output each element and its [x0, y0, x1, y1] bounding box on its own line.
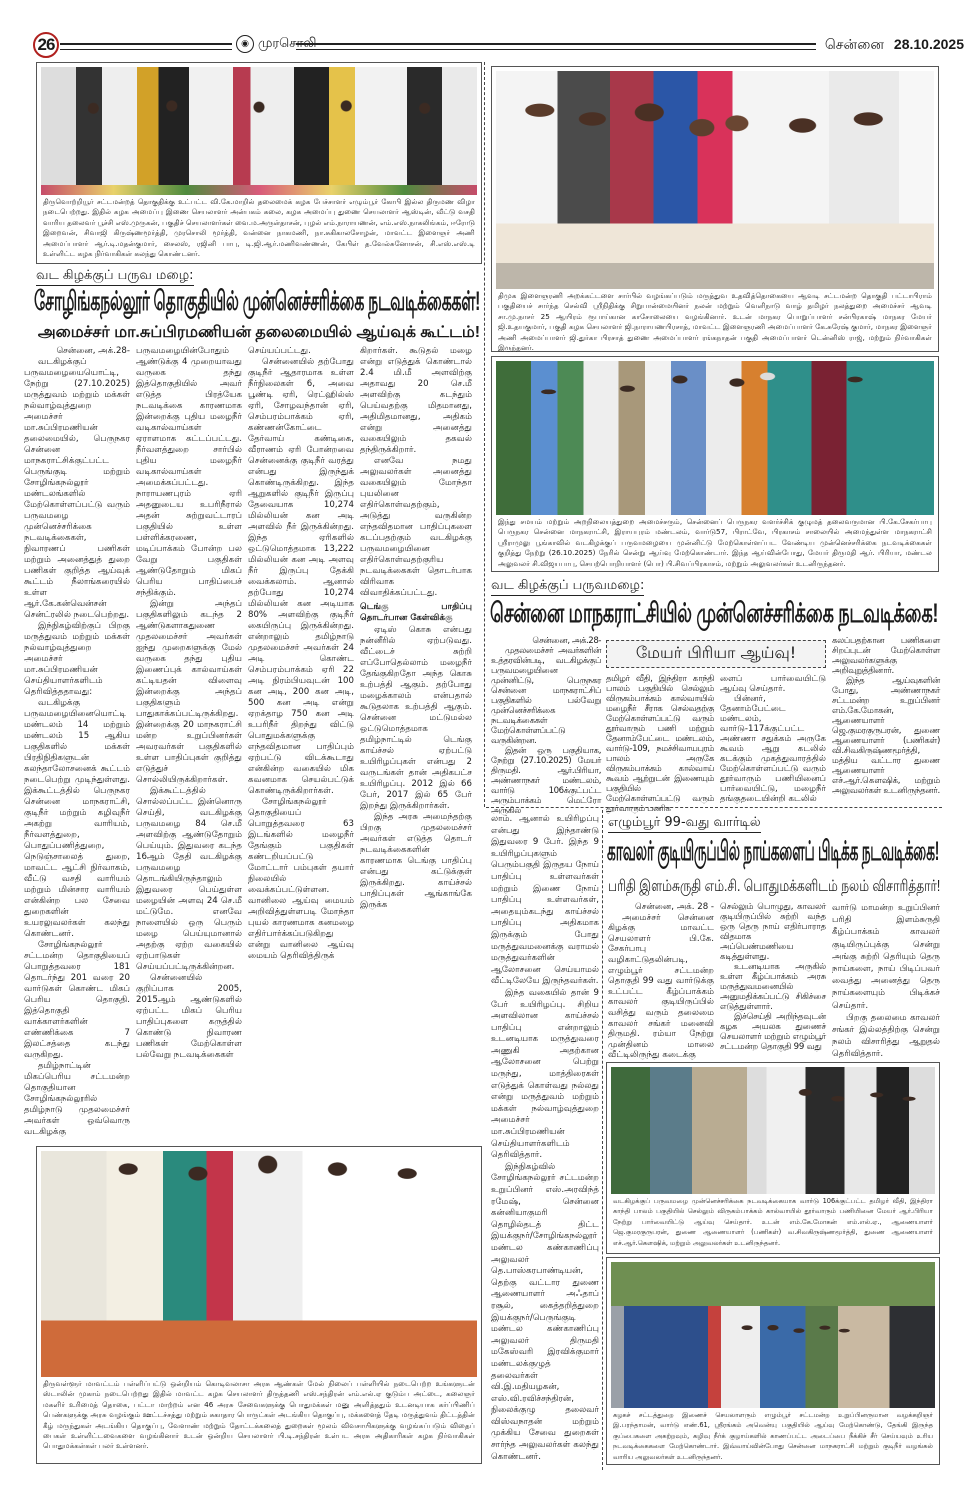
paragraph: சோழிங்கநல்லூர் தொகுதியைப் பொறுத்தவரை 63 இடங்களில் மழைநீர் தேங்கும் பகுதிகள் கண்டறியப்பட்டு மோட்டார் பம்புகள் தயார் நிலையில் வைக்கப்பட்டுள்ளன. வானிலை ஆய்வு மையம் அறிவித்துள்ளபடி மோந்தா புயல் காரணமாக கனமழை எதிர்பார்க்கப்படுகிறது என்று வானிலை ஆய்வு மையம் தெரிவித்திருக் — [248, 797, 354, 961]
photo-caption: வடகிழக்குப் பருவமழை முன்னெச்சரிக்கை நடவடிக்கையாக வார்டு 106க்குட்பட்ட தமிழர் வீதி, இந்திரா காந்தி பாலம் பகுதியில் செல்லும் விருகம்பாக்கம் கால்வாயில் தூர்வாரும் பணியினை மேயர் ஆர்.பிரியா நேற்று பார்வையிட்டு ஆய்வு செய்தார். உடன் எம்.கே.மோகன் எம்.எல்.ஏ., ஆணையாளர் ஜெ.குமரகுருபரன், துணை ஆணையாளர் (பணிகள்) வ.சிவகிருஷ்ணமூர்த்தி, துணை ஆணையாளர் எச்.ஆர்.கௌஷிக், மற்றும் அலுவலர்கள் உடனிருந்தனர். — [613, 1197, 933, 1247]
article-column — [608, 902, 714, 1060]
paragraph: எனவே நமது அலுவலர்கள் அனைத்து வகையிலும் மோந்தா புயலினை எதிர்கொள்வதற்கும், அடுத்து வருகின்ற எந்தவிதமான பாதிப்புகளை கடப்பதற்கும் வடகிழக்கு பருவமழையினை எதிர்கொள்வதற்குரிய நடவடிக்கைகள் தொடர்பாக விரிவாக விவாதிக்கப்பட்டது. — [360, 456, 472, 598]
photo-canal-inspection — [606, 1062, 940, 1254]
article-column — [360, 346, 472, 1142]
paragraph: இச்செய்தி அறிந்தவுடன் கழக அயலக துணைச் செயலாளர் மற்றும் எழும்பூர் சட்டமன்ற தொகுதி 99 வது — [720, 1012, 826, 1052]
paragraph: வார்டு மாமன்ற உறுப்பினர் பரிதி இளம்சுருதி கீழ்ப்பாக்கம் காவலர் குடியிருப்புக்கு சென்று அங்கு சுற்றி தெரியும் தெரு நாய்களை, நாய் பிடிப்பவர் வைத்து அனைத்து தெரு நாய்களையும் பிடிக்கச் செய்தார். — [832, 903, 940, 1011]
photo-park-inspection — [491, 356, 939, 572]
paragraph: தமிழர் வீதி, இந்திரா காந்தி பாலம் பகுதியில் செல்லும் விருகம்பாக்கம் கால்வாயில் மழைநீர் சீராக செல்வதற்கு மேற்கொள்ளப்பட்டு வரும் தூர்வாரும் பணி மற்றும் தேனாம்பேட்டை மண்டலம், வார்டு-109, நமச்சிவாயபுரம் பாலம் அருகே விருகம்பாக்கம் கால்வாய் கூவம் ஆற்றுடன் இணையும் பகுதியில் மேற்கொள்ளப்பட்டு வரும் தூர்வாரும் பணிக — [606, 674, 714, 814]
article-subhead: அமைச்சர் மா.சுப்பிரமணியன் தலைமையில் ஆய்வுக் கூட்டம்! — [37, 324, 481, 341]
paragraph: இந்நிகழ்விற்குப் பிறகு மருத்துவம் மற்றும் மக்கள் நல்வாழ்வுத்துறை அமைச்சர் மா.சுப்பிரமணியன் செய்தியாளர்களிடம் தெரிவித்ததாவது: — [24, 621, 130, 697]
paragraph: சென்னையில் குறிப்பாக 2005, 2015ஆம் ஆண்டுகளில் ஏற்பட்ட மிகப் பெரிய பாதிப்புகளை கருத்தில் கொண்டு நிவாரண பணிகள் மேற்கொள்ள பல்வேறு நடவடிக்கைகள் — [136, 973, 242, 1060]
paragraph: பிறகு தலைமை காவலர் சங்கர் இல்லத்திற்கு சென்று நலம் விசாரித்து ஆறுதல் தெரிவித்தார். — [832, 1012, 940, 1060]
article-dateline: சென்னை, அக். 28 - — [635, 902, 714, 912]
paragraph: முதலமைச்சர் அவர்களின் உத்தரவின்படி, வடகிழக்குப் பருவமழையினை முன்னிட்டு, பெருநகர சென்னை மாநகராட்சிப் பகுதிகளில் பல்வேறு முன்னெச்சரிக்கை நடவடிக்கைகள் மேற்கொள்ளப்பட்டு வருகின்றன. — [491, 646, 601, 746]
paragraph: இந்த வகையில் தான் 9 பேர் உயிரிழப்பு. சிறிய அளவிலான காய்ச்சல் பாதிப்பு என்றாலும் உடனடியாக மருத்துவரை அணுகி அதற்கான ஆலோசனை பெற்று மருந்து, மாத்திரைகள் எடுத்துக் கொள்வது நல்லது என்று மருத்துவம் மற்றும் மக்கள் நல்வாழ்வுத்துறை அமைச்சர் மா.சுப்பிரமணியன் செய்தியாளர்களிடம் தெரிவித்தார். — [491, 987, 599, 1161]
paragraph: வடகிழக்கு பருவமழையினையொட்டி மண்டலம் 14 மற்றும் மண்டலம் 15 ஆகிய பகுதிகளில் மக்கள் பிரதிநிதிகளுடன் கலந்தாலோசனைக் கூட்டம் நடைபெற்று முடிந்துள்ளது. இக்கூட்டத்தில் பெருநகர சென்னை மாநகராட்சி, குடிநீர் மற்றும் கழிவுநீர் அகற்று வாரியம், நீர்வளத்துறை, பொதுப்பணித்துறை, நெடுஞ்சாலைத் துறை, மாவட்ட ஆட்சி நிர்வாகம், வீட்டு வசதி வாரியம் மற்றும் மின்சார வாரியம் என்கின்ற பல சேவை துறைகளின் உயரலுவலர்கள் கலந்து கொண்டனர். — [24, 698, 130, 939]
paragraph: கிறார்கள். கூடுதல் மழை என்று எடுத்துக் கொண்டால் 2.4 மி.மீ அளவிற்கு அதாவது 20 செ.மீ அளவிற்கு கடந்தும் பெய்வதற்கு மிதமானது, அதிமிதமானது, அதிகம் என்று அனைத்து வகையிலும் தகவல் தந்திருக்கிறார். — [360, 346, 472, 455]
masthead-title: முரசொலி — [258, 36, 317, 51]
section-divider — [486, 807, 942, 808]
photo-ward-inspection-image — [611, 1262, 935, 1408]
photo-cheque-image — [496, 71, 934, 289]
header-date: 28.10.2025 — [893, 36, 964, 52]
paragraph: வடகிழக்குப் பருவமழையையொட்டி, நேற்று (27.10.2025) மருத்துவம் மற்றும் மக்கள் நல்வாழ்வுத்துறை அமைச்சர் மா.சுப்பிரமணியன் தலைமையில், பெருநகர சென்னை மாநகராட்சிக்குட்பட்ட பெருங்குடி மற்றும் சோழிங்கநல்லூர் மண்டலங்களில் மேற்கொள்ளப்பட்டு வரும் பருவமழை முன்னெச்சரிக்கை நடவடிக்கைகள், நிவாரணப் பணிகள் மற்றும் அனைத்துத் துறை பணிகள் குறித்த ஆய்வுக் கூட்டம் நீலாங்கரையில் உள்ள ஆர்.கே.கன்வென்சன் சென்ட்ரலில் நடைபெற்றது. — [24, 357, 130, 620]
drum-logo-icon: ◉ — [236, 35, 254, 53]
paragraph: சென்னையில் தற்போது குடிநீர் ஆதாரமாக உள்ள நீர்நிலைகள் 6, அவை பூண்டி ஏரி, ரெட்ஹில்ஸ் ஏரி, சோழவந்தான் ஏரி, செம்பரம்பாக்கம் ஏரி, கண்ணன்கோட்டை தேர்வாய் கண்டிகை, வீராணம் ஏரி போன்றவை சென்னைக்கு குடிநீர் வரத்து என்பது இருந்துக் கொண்டிருக்கிறது. இந்த ஆறுகளில் குடிநீர் இருப்பு தேவையாக 10,274 மில்லியன் கன அடி அளவில் நீர் இருக்கின்றது. இந்த ஏரிகளில் ஒட்டுமொத்தமாக 13,222 மில்லியன் கன அடி அளவு நீர் இருப்பு தேக்கி வைக்கலாம். ஆனால் தற்போது 10,274 மில்லியன் கன அடியாக 80% அளவிற்கு குடிநீர் கையிருப்பு இருக்கின்றது. என்றாலும் தமிழ்நாடு முதலமைச்சர் அவர்கள் 24 அடி கொண்ட செம்பரம்பாக்கம் ஏரி 22 அடி நிரம்பியவுடன் 100 கன அடி, 200 கன அடி, 500 கன அடி என்று ஏறக்தாழ 750 கன அடி உபரிநீர் திறந்து விட்டு பொதுமக்களுக்கு எந்தவிதமான பாதிப்பும் ஏற்பட்டு விடக்கூடாது என்கின்ற வகையில் மிக கவனமாக செயல்பட்டுக் கொண்டிருக்கிறார்கள். — [248, 357, 354, 796]
photo-caption: இந்து சமயம் மற்றும் அறநிலையத்துறை அமைச்சரும், சென்னைப் பெருநகர வளர்ச்சிக் குழுமத் தலைவருமான பி.கே.சேகர்பாபு பெருநகர சென்னை மாநகராட்சி, இராயபுரம் மண்டலம், வார்டு57, பிராட்வே, பிரகாசம் சாலையில் அமைந்துள்ள மாநகராட்சி ஸ்ரீராமுலு பூங்காவில் வடகிழக்குப் பருவமழையை முன்னிட்டு மேற்கொள்ளப்பட வேண்டிய முன்னெச்சரிக்கை நடவடிக்கைகள் குறித்து நேற்று (26.10.2025) நேரில் சென்று ஆய்வு மேற்கொண்டார். இந்த ஆய்வின்போது, மேயர் திருமதி ஆர். பிரியா, மண்டல அலுவலர் சி.விஜயபாபு, செயற்பொறியாளர் (பொ) பி.சிவப்பிரகாசம், மற்றும் அலுவலர்கள் உடனிருந்தனர். — [498, 517, 932, 568]
article-column — [832, 902, 940, 1060]
article-headline: காவலர் குடியிருப்பில் நாய்களைப் பிடிக்க நடவடிக்கை! — [607, 836, 940, 866]
article-dateline: சென்னை, அக்.28- — [56, 346, 130, 356]
photo-canal-inspection-image — [611, 1067, 935, 1194]
article-column — [720, 902, 826, 1060]
photo-wedding-image — [41, 67, 477, 185]
paragraph: ஏடிஸ் கொசு என்பது நன்னீரில் ஏற்படுவது. வீட்டைச் சுற்றி எப்போதெல்லாம் மழைநீர் தேங்குகிறதோ அந்த கொசு உற்பத்தி ஆகும். தற்போது மழைக்காலம் என்பதால் கூடுதலாக உற்பத்தி ஆகும். சென்னை மட்டுமல்ல ஒட்டுமொத்தமாக தமிழ்நாட்டில் டெங்கு காய்ச்சல் ஏற்பட்டு உயிரிழப்புகள் என்பது 2 வருடங்கள் தான் அதிகபட்ச உயிரிழப்பு. 2012 இல் 66 பேர், 2017 இல் 65 பேர் இறந்து இருக்கிறார்கள். — [360, 625, 472, 811]
paragraph: செய்யப்பட்டது. — [248, 346, 311, 356]
header-rule-right — [296, 43, 816, 50]
photo-caption: திமுக இளைஞரணி அறக்கட்டளை சார்பில் வழங்கப்படும் மருத்துவ உதவித்தொகையை ஆவடி சட்டமன்ற தொகுதி பட்டாபிராம் பகுதியைச் சார்ந்த செல்வி ஸ்ரீநிதிக்கு சிறுபான்மையினர் நலன் மற்றும் வெளிநாடு வாழ் தமிழர் நலத்துறை அமைச்சர் ஆவடி சா.மு.நாசர் 25 ஆயிரம் ரூபாய்கான காசோலையை வழங்கினார். உடன் மாநகர பொறுப்பாளர் சன்பிரகாஷ் மாநகர மேயர் ஜி.உதயகுமார், பகுதி கழக செயலாளர் ஜி.நாராயணபிரசாத், மாவட்ட இளைஞரணி அமைப்பாளர் கே.சுரேஷ் குமார், மாநகர இளைஞர் அணி அமைப்பாளர் ஜி.துர்கா பிரசாத் துணை அமைப்பாளர் ரங்கநாதன் பகுதி அமைப்பாளர் டென்னிஸ் ராஜ், மற்றும் நிர்வாகிகள் இருந்தனர். — [498, 291, 932, 353]
paragraph: இதன் ஒரு பகுதியாக, நேற்று (27.10.2025) மேயர் திருமதி. ஆர்.பிரியா, அண்ணாநகர் மண்டலம், வார்டு 106க்குட்பட்ட அரும்பாக்கம் மெட்ரோ அருகில் — [491, 746, 601, 816]
section-subheading: டெங்கு பாதிப்பு தொடர்பான கேள்விக்கு — [360, 602, 472, 623]
paragraph: இந்த அரசு அமைந்தற்கு பிறகு முதலமைச்சர் அவர்கள் எடுத்த தொடர் நடவடிக்கைகளின் காரணமாக டெங்கு பாதிப்பு என்பது கட்டுக்குள் இருக்கிறது. காய்ச்சல் பாதிப்புகள் ஆங்காங்கே இருக்க — [360, 812, 472, 910]
article-kicker: வட கிழக்குப் பருவ மழை: — [36, 268, 194, 286]
article-headline: சென்னை மாநகராட்சியில் முன்னெச்சரிக்கை நடவடிக்கை! — [490, 598, 939, 628]
article-subhead: பரிதி இளம்சுருதி எம்.சி. பொதுமக்களிடம் நலம் விசாரித்தார்! — [608, 878, 941, 895]
paragraph: இந்நிகழ்வில் சோழிங்கநல்லூர் சட்டமன்ற உறுப்பினர் எஸ்.அரவிந்த் ரமேஷ், சென்னை கன்னியாகுமரி தொழில்தடத் திட்ட இயக்குநர்/சோழிங்கநல்லூர் மண்டல கண்காணிப்பு அலுவலர் தெ.பாஸ்கரபாண்டியன், தெற்கு வட்டார துணை ஆணையாளர் அஃதாப் ரசூல், கைத்தறித்துறை இயக்குநர்/பெருங்குடி மண்டல கண்காணிப்பு அலுவலர் திருமதி மகேஸ்வரி இரவிக்குமார் மண்டலக்குழுத் தலைவர்கள் வி.இ.மதியழகன், எஸ்.வி.ரவிச்சந்திரன், நிலைக்குழு தலைவர் விஸ்வநாதன் மற்றும் முக்கிய சேவை துறைகள் சார்ந்த அலுவலர்கள் கலந்து கொண்டனர். — [491, 1161, 599, 1462]
photo-park-inspection-image — [496, 361, 934, 515]
article-kicker: எழும்பூர் 99-வது வார்டில் — [608, 815, 761, 833]
header-rule-left — [60, 43, 232, 50]
article-column — [136, 346, 242, 1142]
paragraph: கலப்பதற்கான பணிகளை சிறப்புடன் மேற்கொள்ள அலுவலர்களுக்கு அறிவுறுத்தினார். — [832, 636, 940, 676]
article-kicker: வட கிழக்குப் பருவமழை: — [491, 578, 644, 596]
column-divider — [484, 62, 485, 807]
paragraph: இக்கூட்டத்தில் சொல்லப்பட்ட இன்னொரு செய்தி, வடகிழக்கு பருவமழை 84 செ.மீ அளவிற்கு ஆண்டுதோறும் பெய்யும். இதுவரை கடந்த 16ஆம் தேதி வடகிழக்கு பருவமழை தொடங்கியிருந்தாலும் இதுவரை பெய்துள்ள மழையின் அளவு 24 செ.மீ மட்டுமே. எனவே நாளையில் ஒரு பெரும் மழை பெய்யுமானால் அதற்கு ஏற்ற வகையில் ஏற்பாடுகள் செய்யப்பட்டிருக்கின்றன. — [136, 786, 242, 972]
header-dateline — [815, 36, 964, 55]
article-column — [606, 674, 714, 814]
photo-caption: திருவள்ளூர் மாவட்டம் பள்ளிப்பட்டு ஒன்றியம் கொடிவலாசா அரசு ஆண்கள் மேல் நிலைப் பள்ளியில் நடைபெற்ற உங்களுடன் ஸ்டாலின் முகாம் நடைபெற்றது இதில் மாவட்ட கழக செயலாளர் திருத்தணி எஸ்.சந்திரன் எம்.எல்.ஏ குடும்ப அட்டை, கலைஞர் மகளிர் உரிமைத் தொகை, பட்டா மாற்றம் என 46 அரசு சேவைகளுக்கு பொதுமக்கள் மனு அளித்ததும் உடனடியாக கர்ப்பிணிப் பெண்களுக்கு அரசு வழங்கும் ஊட்டச்சத்து மற்றும் சுகாதார பொருட்கள் அடங்கிய தொகுப்பு, மக்களைத் தேடி மருத்துவம் திட்டத்தின் கீழ் மருந்துகள் அடங்கிய தொகுப்பு, வேளாண் மற்றும் தோட்டக்கலைத் துறைகள் மூலம் விவசாயிகளுக்கு வழங்கப்படும் விதைப் பைகள் உள்ளிட்டவைகளை வழங்கினார் உடன் ஒன்றிய செயலாளர் பி.டி.சந்திரன் உள்பட அரசு அதிகாரிகள் கழக நிர்வாகிகள் பொதுமக்கள்கள் பலர் உள்ளனர். — [43, 1379, 475, 1451]
article-column — [832, 636, 940, 804]
mayor-inspection-box: மேயர் பிரியா ஆய்வு! — [606, 640, 826, 668]
article-column — [24, 346, 130, 1142]
paragraph: இந்த ஆய்வுகளின் போது, அண்ணாநகர் சட்டமன்ற உறுப்பினர் எம்.கே.மோகன், ஆணையாளர் ஜெ.குமரகுருபரன், துணை ஆணையாளர் (பணிகள்) வி.சிவகிருஷ்ணமூர்த்தி, மத்திய வட்டார துணை ஆணையாளர் எச்.ஆர்.கௌஷிக், மற்றும் அலுவலர்கள் உடனிருந்தனர். — [832, 676, 940, 796]
article-dateline: சென்னை, அக்.28- — [532, 636, 601, 646]
paragraph: உடனடியாக அருகில் உள்ள கீழ்ப்பாக்கம் அரசு மருத்துவமனையில் அனுமதிக்கப்பட்டு சிகிச்சை எடுத்துள்ளார். — [720, 962, 826, 1012]
paragraph: சோழிங்கநல்லூர் சட்டமன்ற தொகுதியைப் பொறுத்தவரை 181 தொடர்ந்து 201 வரை 20 வார்டுகள் கொண்ட மிகப் பெரிய தொகுதி. இத்தொகுதி வாக்காளர்களின் எண்ணிக்கை 7 இலட்சத்தை கடந்து வருகிறது. — [24, 940, 130, 1060]
photo-caption: திருவொற்றியூர் சட்டமன்றத் தொகுதிக்கு உட்பட்ட வி.கே.மாறில் தலைமைக் கழக பேச்சாளர் எழும்பூர் கோபி இல்ல திருமண விழா நடைபெற்றது. இதில் கழக அமைப்பு இணை செயலாளர் அன்பகம் கலை, கழக அமைப்பு துணை செயலாளர் ஆஸ்டின், வீட்டு வசதி வாரிய தலைவர் பூச்சி எஸ்.முருகன், பகுதிச் செயலாளர்கள் வை.ம.அருள்தாசன், புழல் எம்.நாராயணன், எம்.எஸ்.நாகலிங்கம், ஈரோடு இறைவன், சிவாஜி கிருஷ்ணமூர்த்தி, முரசொலி மூர்த்தி, வன்னை நாகமணி, நா.சுகிகாலசோழன், மாவட்ட இளைஞர் அணி அமைப்பாளர் ஆர்.டி.மதன்குமார், சைலஸ், ரஜினி பாபு, டி.ஜி.ஆர்.மணிவண்ணன், கேபிள் த.வேல்சுனோசன், சி.எஸ்.எஸ்.டி உள்ளிட்ட கழக நிர்வாகிகள் கலந்து கொண்டனர். — [43, 197, 475, 259]
photo-ward-inspection — [606, 1257, 940, 1465]
photo-wedding — [36, 62, 482, 264]
photo-camp-image — [41, 1151, 477, 1377]
paragraph: தமிழ்நாட்டின் மிகப்பெரிய சட்டமன்ற தொகுதியான சோழிங்கநல்லூரில் தமிழ்நாடு முதலமைச்சர் அவர்கள் ஒவ்வொரு வடகிழக்கு — [24, 1061, 130, 1137]
article-column — [248, 346, 354, 1142]
paragraph: பருவமழையின்போதும் ஆண்டுக்கு 4 முறையாவது வருகை தந்து இத்தொகுதியில் அவர் எடுத்த பிரத்யேக நடவடிக்கை காரணமாக இன்றைக்கு புதிய மழைநீர் வடிகால்வாய்கள் ஏராளமாக கட்டப்பட்டது. நீர்வளத்துறை சார்பில் புதிய மழைநீர் வடிகால்வாய்கள் அமைக்கப்பட்டது. நாராயணபுரம் ஏரி அதனுடைய உபரிநீரால் அதன் சுற்றுவட்டாரப் பகுதியில் உள்ள பள்ளிக்கரணை, மடிப்பாக்கம் போன்ற பல வேறு பகுதிகள் ஆண்டுதோறும் மிகப் பெரிய பாதிப்பைச் சந்திக்கும். — [136, 346, 242, 598]
paragraph: இன்று அந்தப் பகுதிகளிலும் கடந்த 2 ஆண்டுகளாகதுணை முதலமைச்சர் அவர்கள் ஐந்து முறைகளுக்கு மேல் வருகை தந்து புதிய இணைப்புக் கால்வாய்கள் கட்டியதன் விளைவு இன்றைக்கு அந்தப் பகுதிகளும் பாதுகாக்கப்பட்டிருக்கிறது. இன்றைக்கு 20 மாநகராட்சி மன்ற உறுப்பினர்கள் அவரவர்கள் பகுதிகளில் உள்ள பாதிப்புகள் குறித்து எடுத்துச் சொல்லியிருக்கிறார்கள். — [136, 599, 242, 785]
column-divider — [602, 810, 603, 1470]
flower-decoration — [41, 185, 477, 195]
header-city: சென்னை — [824, 36, 884, 52]
article-column — [720, 674, 826, 804]
photo-camp — [36, 1146, 482, 1464]
article-column — [491, 636, 601, 816]
paragraph: ளைப் பார்வையிட்டு ஆய்வு செய்தார். — [720, 674, 826, 694]
paragraph: செல்லும் பொழுது, காவலர் குடியிருப்பில் சுற்றி வந்த ஒரு தெரு நாய் எதிர்பாராத விதமாக அப்பெண்மணியை கடித்துள்ளது. — [720, 902, 826, 962]
paragraph: லாம். ஆனால் உயிரிழப்பு என்பது இந்தாண்டு இதுவரை 9 பேர். இந்த 9 உயிரிழப்புகளும் பெரும்பகுதி இருதய நோய் பாதிப்பு உள்ளவர்கள் மற்றும் இணை நோய் பாதிப்பு உள்ளவர்கள், அதையும்கடந்து காய்ச்சல் பாதிப்பு அதிகமாக இருக்கும் போது மருத்துவமனைக்கு வராமல் மருத்துவர்களின் ஆலோசனை செய்யாமல் வீட்டிலேயே இருந்தவர்கள். — [491, 814, 599, 987]
paragraph: பின்னர், தேனாம்பேட்டை மண்டலம், வார்டு-117க்குட்பட்ட அண்ணா சதுக்கம் அருகே கூவம் ஆறு கடலில் கடக்கும் முகத்துவாரத்தில் மேற்கொள்ளப்பட்டு வரும் தூர்வாரும் பணியினைப் பார்வையிட்டு, மழைநீர் தங்குதடையின்றி கடலில் — [720, 694, 826, 804]
photo-cheque — [491, 66, 939, 352]
photo-caption: கழகச் சட்டத்துறை இணைச் செயலாளரும் எழும்பூர் சட்டமன்ற உறுப்பினருமான வழக்கறிஞர் இ.பரந்தாமன், வார்டு எண்.61, ஸ்ரீரங்கம் அவென்யு பகுதியில் ஆய்வு மேற்கொண்டு, தேங்கி இருந்த குப்பைகளை அகற்றவும், கழிவு நீர்க் குழாய்களில் காணப்பட்ட அடைப்பை நீக்கிச் சீர் செய்யவும் உரிய நடவடிக்கைகளை மேற்கொண்டார். இவ்வாய்வின்போது சென்னை மாநகராட்சி மற்றும் குடிநீர் வழங்கல் வாரிய அலுவலர்கள் உடனிருந்தனர். — [613, 1411, 933, 1461]
paragraph: அமைச்சர் சென்னை கிழக்கு மாவட்ட செயலாளர் பி.கே. சேகர்பாபு வழிகாட்டுதலின்படி, எழும்பூர் சட்டமன்ற தொகுதி 99 வது வார்டுக்கு உட்பட்ட கீழ்ப்பாக்கம் காவலர் குடியிருப்பில் வசித்து வரும் தலைமை காவலர் சங்கர் மனைவி திருமதி. ரம்யா நேற்று முன்தினம் மாலை வீட்டிலிருந்து கடைக்கு — [608, 912, 714, 1061]
page-number: 26 — [33, 32, 59, 58]
article-continuation-column — [491, 814, 599, 1466]
article-headline: சோழிங்கநல்லூர் தொகுதியில் முன்னெச்சரிக்கை நடவடிக்கைகள்! — [34, 286, 481, 316]
